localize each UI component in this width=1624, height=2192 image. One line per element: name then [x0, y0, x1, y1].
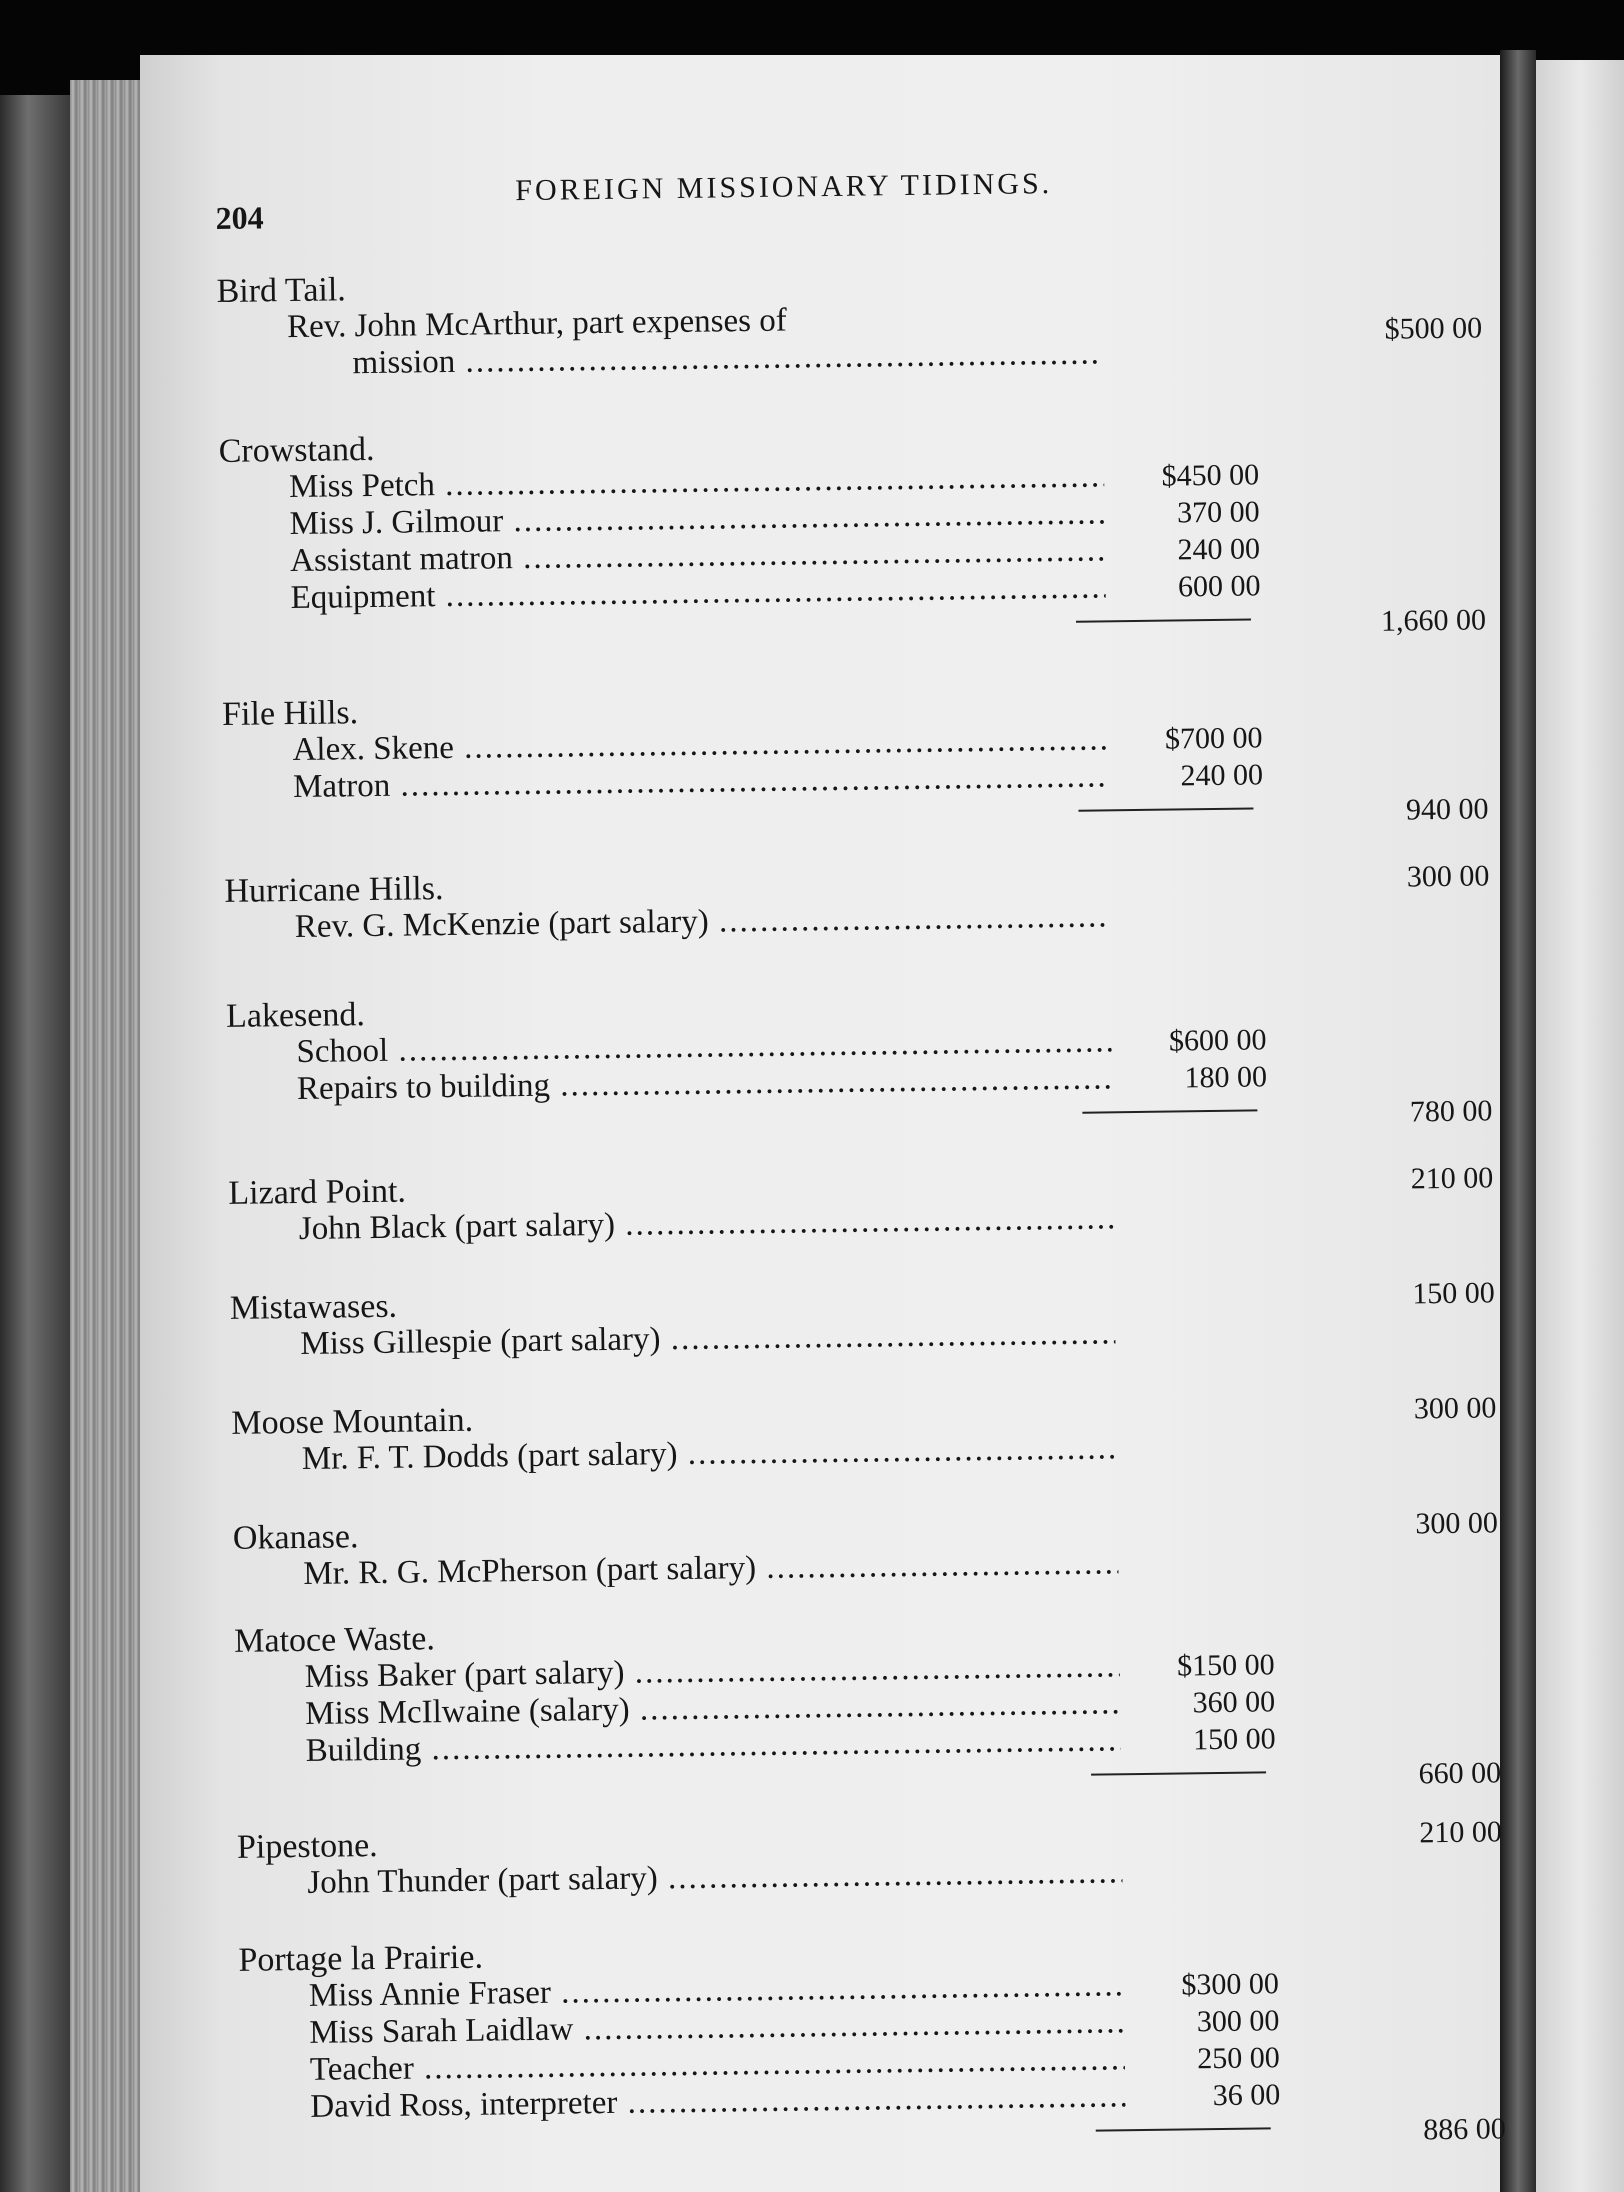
entry-label: John Black (part salary) ..... [299, 1200, 1114, 1248]
entry-label: Miss Baker (part salary) ..... [304, 1648, 1119, 1696]
section-total: 780 00 [1409, 1094, 1493, 1129]
entry-label: Assistant matron ..... [290, 532, 1105, 580]
right-page-gutter [1500, 50, 1536, 2192]
location-heading: Lizard Point. [228, 1172, 407, 1212]
section-matoce-waste [234, 1607, 1502, 1807]
entry-label: Repairs to building ..... [297, 1060, 1112, 1108]
entry-amount: $300 00 [1181, 1967, 1280, 2002]
location-heading: Matoce Waste. [234, 1620, 436, 1660]
entry-label: David Ross, interpreter ..... [310, 2078, 1125, 2126]
subtotal-rule [1091, 1771, 1266, 1775]
entry-label: Rev. John McArthur, part expenses of [286, 302, 787, 346]
entry-amount: $700 00 [1164, 721, 1263, 756]
subtotal-rule [1076, 618, 1251, 622]
location-heading: Mistawases. [229, 1287, 398, 1327]
entry-label: Alex. Skene ..... [292, 721, 1107, 769]
entry-amount: $600 00 [1168, 1023, 1267, 1058]
subtotal-rule [1096, 2127, 1271, 2131]
section-portage-la-prairie [238, 1926, 1506, 2163]
entry-label: Equipment ..... [290, 569, 1105, 617]
book-spine-shadow [0, 95, 70, 2192]
section-total: 300 00 [1406, 859, 1490, 894]
section-total: 660 00 [1418, 1756, 1502, 1791]
running-title: FOREIGN MISSIONARY TIDINGS. [515, 167, 1053, 208]
entry-amount: 300 00 [1196, 2004, 1280, 2039]
entry-amount: 36 00 [1212, 2078, 1281, 2113]
section-pipestone [236, 1813, 1503, 1902]
section-hurricane-hills [224, 857, 1490, 946]
entry-label: Teacher ..... [310, 2041, 1125, 2089]
section-total: 1,660 00 [1380, 603, 1487, 638]
entry-amount: 240 00 [1180, 758, 1264, 793]
section-crowstand [218, 417, 1487, 654]
page-number: 204 [215, 199, 264, 236]
location-heading: Bird Tail. [216, 271, 347, 310]
entry-label: School ..... [296, 1023, 1111, 1071]
section-total: 940 00 [1405, 792, 1489, 827]
section-total: 210 00 [1410, 1161, 1494, 1196]
entry-amount: 370 00 [1176, 495, 1260, 530]
section-total: 300 00 [1413, 1391, 1497, 1426]
entry-label: Mr. R. G. McPherson (part salary) ..... [303, 1545, 1118, 1593]
location-heading: Crowstand. [218, 430, 375, 470]
location-heading: Pipestone. [236, 1827, 378, 1866]
entry-label: Matron ..... [293, 758, 1108, 806]
section-total: $500 00 [1384, 311, 1483, 346]
location-heading: File Hills. [221, 694, 359, 733]
entry-label: Mr. F. T. Dodds (part salary) ..... [302, 1430, 1117, 1478]
section-total: 300 00 [1415, 1506, 1499, 1541]
entry-amount: $150 00 [1176, 1648, 1275, 1683]
entry-label: Building ..... [305, 1722, 1120, 1770]
entry-label: Miss Annie Fraser ..... [309, 1967, 1124, 2015]
entry-amount: 180 00 [1184, 1060, 1268, 1095]
entry-label: Miss McIlwaine (salary) ..... [305, 1685, 1120, 1733]
section-lizard-point [228, 1159, 1494, 1248]
page-content [215, 154, 1506, 2164]
location-heading: Lakesend. [225, 996, 366, 1035]
entry-amount: 600 00 [1177, 569, 1261, 604]
location-heading: Hurricane Hills. [224, 870, 444, 910]
entry-label: Rev. G. McKenzie (part salary) ..... [295, 898, 1110, 946]
entry-label: John Thunder (part salary) ..... [307, 1854, 1122, 1902]
subtotal-rule [1082, 1109, 1257, 1113]
entry-label: Miss Sarah Laidlaw ..... [309, 2004, 1124, 2052]
facing-page-edge [1536, 60, 1624, 2192]
section-total: 150 00 [1412, 1276, 1496, 1311]
section-mistawases [229, 1274, 1496, 1363]
section-total: 210 00 [1419, 1815, 1503, 1850]
subtotal-rule [1078, 807, 1253, 811]
entry-amount: 150 00 [1192, 1722, 1276, 1757]
entry-amount: $450 00 [1161, 458, 1260, 493]
section-file-hills [221, 680, 1489, 843]
entry-label: mission ..... [352, 335, 1102, 382]
section-moose-mountain [231, 1389, 1497, 1478]
section-bird-tail [216, 257, 1483, 383]
entry-label: Miss Gillespie (part salary) ..... [300, 1315, 1115, 1363]
section-lakesend [225, 982, 1493, 1145]
location-heading: Portage la Prairie. [238, 1938, 484, 1979]
entry-amount: 250 00 [1197, 2041, 1281, 2076]
section-okanase [232, 1504, 1499, 1593]
entry-amount: 240 00 [1177, 532, 1261, 567]
section-total: 886 00 [1423, 2112, 1506, 2147]
entry-amount: 360 00 [1192, 1685, 1276, 1720]
location-heading: Moose Mountain. [231, 1401, 474, 1442]
location-heading: Okanase. [232, 1518, 359, 1557]
entry-label: Miss J. Gilmour ..... [289, 495, 1104, 543]
entry-label: Miss Petch ..... [289, 458, 1104, 506]
